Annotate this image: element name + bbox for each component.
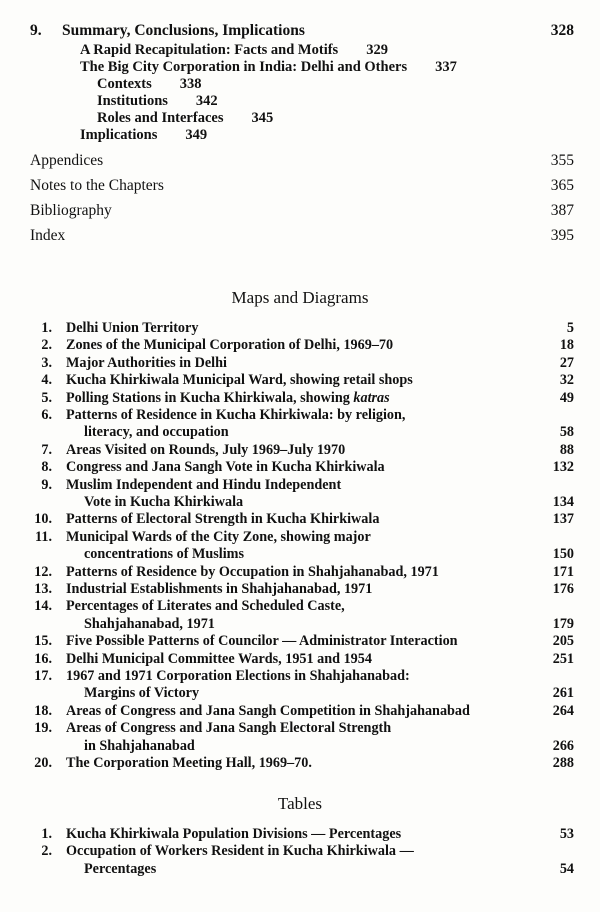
entry-italic-term: katras (353, 389, 390, 406)
entry-page: 266 (552, 737, 574, 754)
entry-number: 16. (34, 650, 52, 667)
entry-number: 9. (41, 476, 52, 493)
entry-number: 14. (34, 598, 52, 615)
entry-title: Patterns of Electoral Strength in Kucha Khirkiwala (66, 511, 380, 528)
entry-title: Industrial Establishments in Shahjahanabad, 1971 (66, 581, 373, 597)
entry-title-continued: in Shahjahanabad (84, 737, 195, 754)
entry-number: 7. (41, 441, 52, 458)
section-page: 337 (435, 59, 457, 75)
entry-title: Municipal Wards of the City Zone, showing major (66, 528, 371, 545)
section-page: 329 (366, 42, 388, 58)
entry-number: 19. (34, 720, 52, 737)
chapter-number: 9. (30, 22, 42, 39)
back-matter-title: Index (30, 227, 66, 244)
entry-title: Muslim Independent and Hindu Independent (66, 476, 342, 493)
section-entry (80, 42, 388, 59)
entry-page: 171 (552, 563, 574, 580)
entry-title: Patterns of Residence in Kucha Khirkiwala: by religion, (66, 407, 406, 423)
back-matter-title: Notes to the Chapters (30, 177, 164, 194)
entry-title-continued: Margins of Victory (84, 685, 200, 702)
entry-number: 5. (41, 389, 52, 406)
section-page: 345 (251, 110, 274, 126)
entry-number: 11. (35, 528, 52, 545)
entry-title: Areas of Congress and Jana Sangh Competition in Shahjahanabad (66, 702, 470, 719)
back-matter-page: 395 (550, 227, 574, 244)
entry-number: 10. (34, 511, 52, 528)
section-title: Roles and Interfaces (97, 110, 224, 126)
entry-page: 134 (552, 494, 574, 510)
entry-page: 18 (559, 337, 574, 354)
entry-title: Delhi Union Territory (66, 320, 199, 336)
tables-heading: Tables (277, 794, 323, 813)
entry-page: 58 (559, 424, 574, 441)
entry-title: Percentages of Literates and Scheduled Caste, (66, 598, 345, 615)
entry-page: 264 (552, 702, 574, 719)
entry-title: 1967 and 1971 Corporation Elections in Shahjahanabad: (66, 668, 410, 684)
entry-page: 54 (559, 860, 574, 877)
entry-number: 2. (41, 337, 52, 354)
entry-page: 261 (552, 685, 574, 702)
entry-number: 1. (41, 320, 52, 336)
entry-title: Occupation of Workers Resident in Kucha Khirkiwala — (66, 843, 414, 860)
back-matter-title: Bibliography (30, 202, 112, 219)
section-title: The Big City Corporation in India: Delhi and Others (80, 59, 408, 75)
entry-title-continued: Percentages (84, 860, 157, 877)
entry-title-continued: literacy, and occupation (84, 424, 229, 441)
section-title: A Rapid Recapitulation: Facts and Motifs (80, 42, 339, 58)
entry-title: Kucha Khirkiwala Population Divisions — Percentages (66, 826, 402, 842)
entry-page: 251 (552, 650, 574, 667)
entry-title: Polling Stations in Kucha Khirkiwala, showing katras (66, 389, 390, 406)
section-title: Institutions (97, 93, 168, 109)
back-matter-title: Appendices (30, 152, 104, 169)
entry-title-continued: concentrations of Muslims (84, 546, 244, 563)
section-title: Implications (80, 127, 158, 143)
section-page: 338 (179, 76, 202, 92)
section-title: Contexts (97, 76, 152, 92)
section-entry (80, 127, 207, 144)
entry-title: Kucha Khirkiwala Municipal Ward, showing retail shops (66, 372, 413, 389)
maps-heading: Maps and Diagrams (231, 288, 369, 307)
section-entry (97, 110, 273, 127)
entry-number: 4. (41, 372, 52, 389)
entry-title-continued: Shahjahanabad, 1971 (84, 615, 215, 632)
entry-title-continued: Vote in Kucha Khirkiwala (84, 494, 244, 510)
entry-number: 6. (41, 407, 52, 423)
entry-title: Patterns of Residence by Occupation in Shahjahanabad, 1971 (66, 563, 439, 580)
entry-page: 88 (559, 441, 574, 458)
entry-number: 2. (41, 843, 52, 860)
entry-number: 20. (34, 755, 52, 771)
entry-title: Delhi Municipal Committee Wards, 1951 and 1954 (66, 650, 372, 667)
chapter-page: 328 (550, 22, 574, 39)
entry-number: 17. (34, 668, 52, 684)
entry-page: 179 (552, 615, 574, 632)
entry-title: Congress and Jana Sangh Vote in Kucha Khirkiwala (66, 459, 385, 476)
entry-page: 176 (552, 581, 574, 597)
entry-page: 32 (559, 372, 574, 389)
entry-number: 1. (41, 826, 52, 842)
entry-number: 8. (41, 459, 52, 476)
section-entry (97, 93, 218, 110)
entry-page: 150 (552, 546, 574, 563)
entry-title: Five Possible Patterns of Councilor — Administrator Interaction (66, 633, 458, 650)
entry-page: 137 (552, 511, 574, 528)
entry-page: 132 (552, 459, 574, 476)
entry-page: 205 (552, 633, 574, 650)
back-matter-page: 355 (550, 152, 574, 169)
entry-title: The Corporation Meeting Hall, 1969–70. (66, 755, 312, 771)
section-entry (97, 76, 202, 93)
section-page: 342 (195, 93, 218, 109)
back-matter-page: 387 (550, 202, 574, 219)
entry-page: 5 (566, 320, 574, 336)
entry-page: 288 (552, 755, 574, 771)
entry-number: 18. (34, 702, 52, 719)
entry-page: 27 (559, 354, 574, 371)
entry-title: Major Authorities in Delhi (66, 354, 227, 371)
entry-number: 13. (34, 581, 52, 597)
entry-number: 12. (34, 563, 52, 580)
entry-title: Areas Visited on Rounds, July 1969–July 1970 (66, 441, 346, 458)
section-entry (80, 59, 457, 76)
chapter-title: Summary, Conclusions, Implications (62, 22, 305, 39)
entry-page: 49 (559, 389, 574, 406)
back-matter-page: 365 (550, 177, 574, 194)
entry-page: 53 (559, 826, 574, 842)
entry-title: Zones of the Municipal Corporation of Delhi, 1969–70 (66, 337, 394, 354)
entry-title: Areas of Congress and Jana Sangh Electoral Strength (66, 720, 392, 737)
entry-number: 15. (34, 633, 52, 650)
entry-number: 3. (41, 354, 52, 371)
section-page: 349 (185, 127, 208, 143)
